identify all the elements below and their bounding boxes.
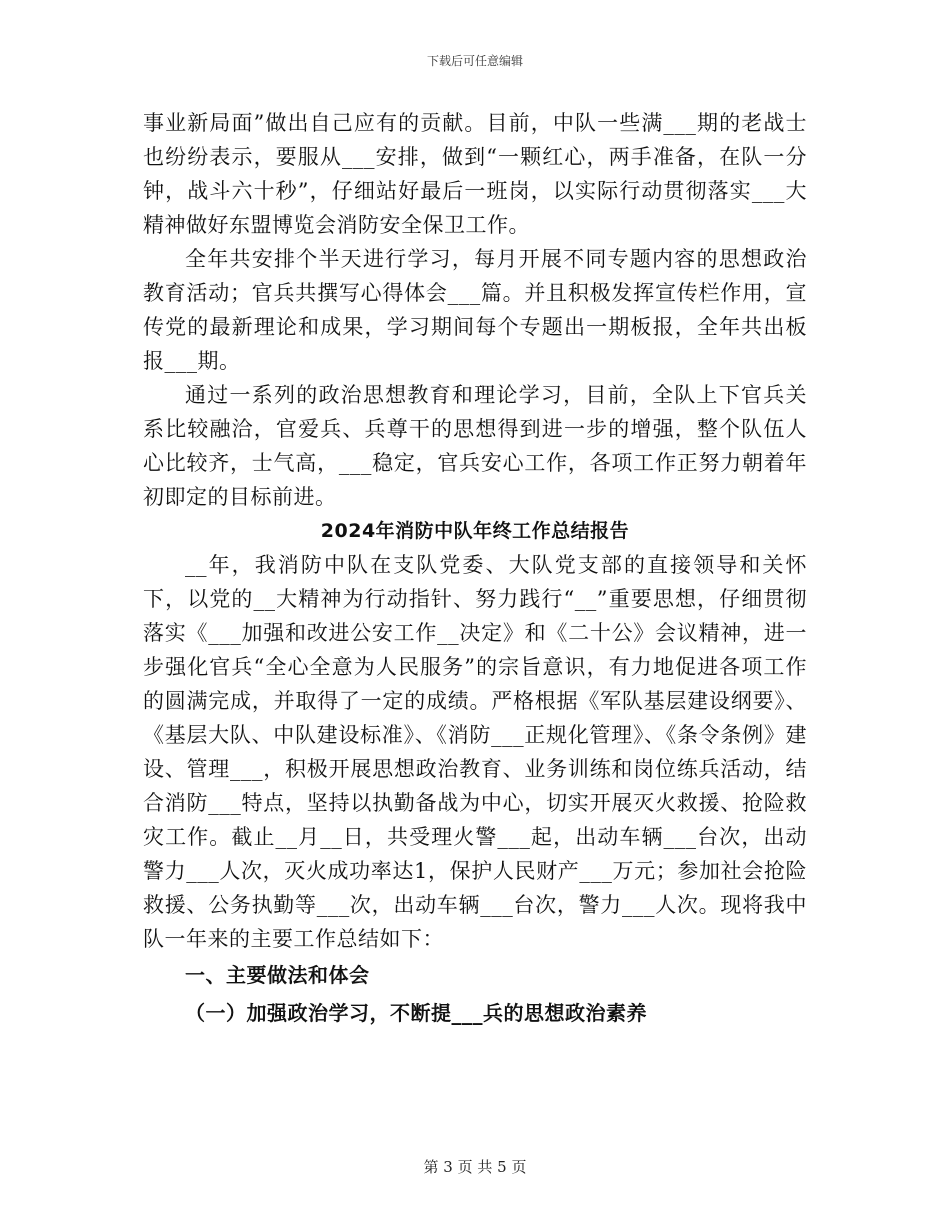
paragraph-3: 通过一系列的政治思想教育和理论学习，目前，全队上下官兵关系比较融洽，官爱兵、兵尊干的思想得到进一步的增强，整个队伍人心比较齐，士气高，___稳定，官兵安心工作，各项工作正努力朝着年初即定的目标前进。 xyxy=(143,383,807,509)
document-body xyxy=(143,106,807,1032)
page-footer: 第 3 页 共 5 页 xyxy=(423,1158,527,1176)
document-title: 2024年消防中队年终工作总结报告 xyxy=(320,520,630,542)
paragraph-4: __年，我消防中队在支队党委、大队党支部的直接领导和关怀下，以党的__大精神为行动指针、努力践行“__”重要思想，仔细贯彻落实《___加强和改进公安工作__决定》和《二十公》会议精神，进一步强化官兵“全心全意为人民服务”的宗旨意识，有力地促进各项工作的圆满完成，并取得了一定的成绩。严格根据《军队基层建设纲要》、《基层大队、中队建设标准》、《消防___正规化管理》、《条令条例》建设、管理___，积极开展思想政治教育、业务训练和岗位练兵活动，结合消防___特点，坚持以执勤备战为中心，切实开展灭火救援、抢险救灾工作。截止__月__日，共受理火警___起，出动车辆___台次，出动警力___人次，灭火成功率达1，保护人民财产___万元；参加社会抢险救援、公务执勤等___次，出动车辆___台次，警力___人次。现将我中队一年来的主要工作总结如下： xyxy=(143,553,807,951)
page-header: 下载后可任意编辑 xyxy=(426,54,523,68)
section-heading-1: 一、主要做法和体会 xyxy=(185,963,370,987)
paragraph-2: 全年共安排个半天进行学习，每月开展不同专题内容的思想政治教育活动；官兵共撰写心得体会___篇。并且积极发挥宣传栏作用，宣传党的最新理论和成果，学习期间每个专题出一期板报，全年共出板报___期。 xyxy=(143,247,807,373)
paragraph-1: 事业新局面”做出自己应有的贡献。目前，中队一些满___期的老战士也纷纷表示，要服从___安排，做到“一颗红心，两手准备，在队一分钟，战斗六十秒”，仔细站好最后一班岗，以实际行动贯彻落实___大精神做好东盟博览会消防安全保卫工作。 xyxy=(143,111,807,237)
subsection-heading-1: （一）加强政治学习，不断提___兵的思想政治素养 xyxy=(185,1001,647,1025)
